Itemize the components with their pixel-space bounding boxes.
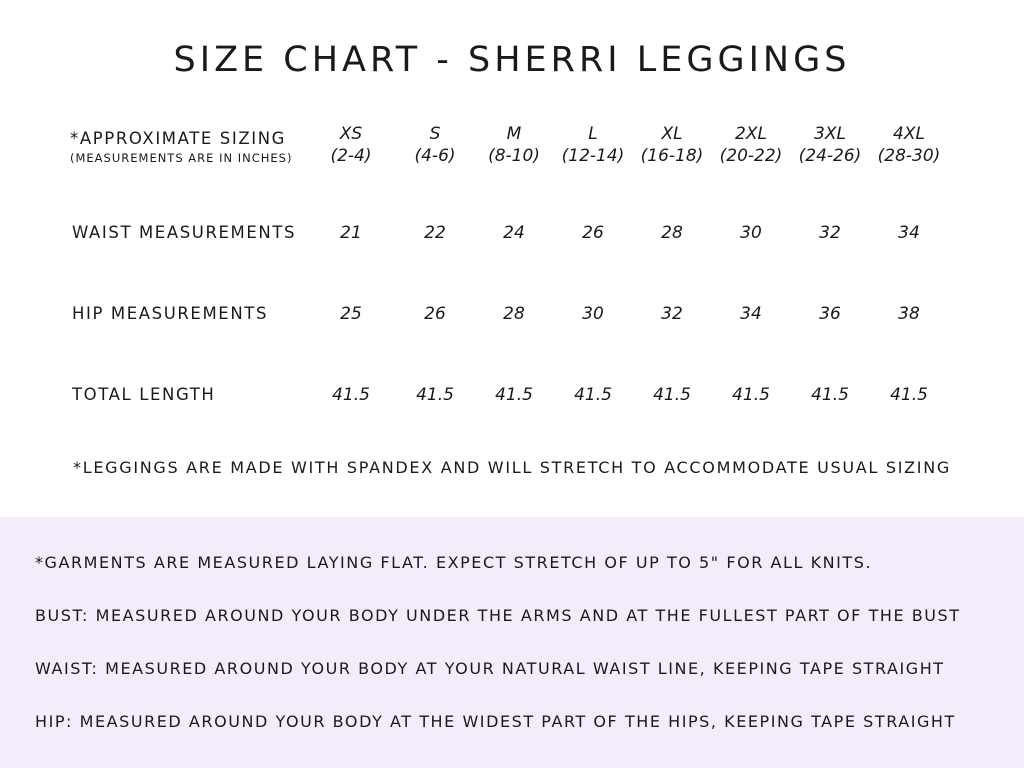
- size-column-header: [706, 123, 796, 167]
- table-cell: 41.5: [332, 385, 370, 405]
- size-range: (8-10): [488, 146, 540, 166]
- size-range: (24-26): [798, 146, 862, 166]
- table-cell: 24: [503, 223, 525, 243]
- table-cell: 34: [898, 223, 920, 243]
- row-label-hip: HIP MEASUREMENTS: [72, 304, 269, 323]
- size-column-header: [864, 123, 954, 167]
- size-name: XL: [661, 124, 683, 144]
- size-column-header: [306, 123, 396, 167]
- size-column-header: [469, 123, 559, 167]
- table-cell: 21: [340, 223, 362, 243]
- table-cell: 41.5: [495, 385, 533, 405]
- leggings-stretch-note: *LEGGINGS ARE MADE WITH SPANDEX AND WILL STRETCH TO ACCOMMODATE USUAL SIZING: [73, 458, 951, 477]
- table-cell: 41.5: [653, 385, 691, 405]
- size-range: (4-6): [414, 146, 456, 166]
- size-name: L: [588, 124, 598, 144]
- garment-measure-note: *GARMENTS ARE MEASURED LAYING FLAT. EXPECT STRETCH OF UP TO 5" FOR ALL KNITS.: [35, 553, 873, 572]
- table-cell: 36: [819, 304, 841, 324]
- size-range: (12-14): [561, 146, 625, 166]
- size-column-header: [785, 123, 875, 167]
- size-range: (2-4): [330, 146, 372, 166]
- table-cell: 26: [582, 223, 604, 243]
- row-label-waist: WAIST MEASUREMENTS: [72, 223, 297, 242]
- row-label-total-length: TOTAL LENGTH: [72, 385, 216, 404]
- table-cell: 41.5: [574, 385, 612, 405]
- table-cell: 41.5: [416, 385, 454, 405]
- page-title: SIZE CHART - SHERRI LEGGINGS: [173, 40, 851, 80]
- size-column-header: [390, 123, 480, 167]
- table-cell: 30: [582, 304, 604, 324]
- table-cell: 26: [424, 304, 446, 324]
- table-cell: 22: [424, 223, 446, 243]
- size-column-header: [627, 123, 717, 167]
- size-range: (20-22): [719, 146, 783, 166]
- size-name: M: [506, 124, 522, 144]
- sizing-header-subtitle: (MEASUREMENTS ARE IN INCHES): [70, 151, 293, 165]
- bust-measure-note: BUST: MEASURED AROUND YOUR BODY UNDER THE ARMS AND AT THE FULLEST PART OF THE BUST: [35, 606, 961, 625]
- size-name: XS: [339, 124, 363, 144]
- table-cell: 41.5: [732, 385, 770, 405]
- table-cell: 41.5: [811, 385, 849, 405]
- measurement-notes-panel: [0, 517, 1024, 768]
- table-cell: 28: [503, 304, 525, 324]
- sizing-header-title: *APPROXIMATE SIZING: [70, 129, 287, 148]
- size-name: 3XL: [814, 124, 846, 144]
- table-cell: 25: [340, 304, 362, 324]
- size-name: 4XL: [893, 124, 925, 144]
- table-cell: 34: [740, 304, 762, 324]
- sizing-header-label: [70, 128, 292, 166]
- table-cell: 32: [819, 223, 841, 243]
- waist-measure-note: WAIST: MEASURED AROUND YOUR BODY AT YOUR NATURAL WAIST LINE, KEEPING TAPE STRAIGHT: [35, 659, 945, 678]
- size-range: (28-30): [877, 146, 941, 166]
- hip-measure-note: HIP: MEASURED AROUND YOUR BODY AT THE WIDEST PART OF THE HIPS, KEEPING TAPE STRAIGHT: [35, 712, 956, 731]
- table-cell: 30: [740, 223, 762, 243]
- table-cell: 38: [898, 304, 920, 324]
- table-cell: 41.5: [890, 385, 928, 405]
- size-name: 2XL: [735, 124, 767, 144]
- size-name: S: [429, 124, 441, 144]
- table-cell: 28: [661, 223, 683, 243]
- size-column-header: [548, 123, 638, 167]
- size-range: (16-18): [640, 146, 704, 166]
- table-cell: 32: [661, 304, 683, 324]
